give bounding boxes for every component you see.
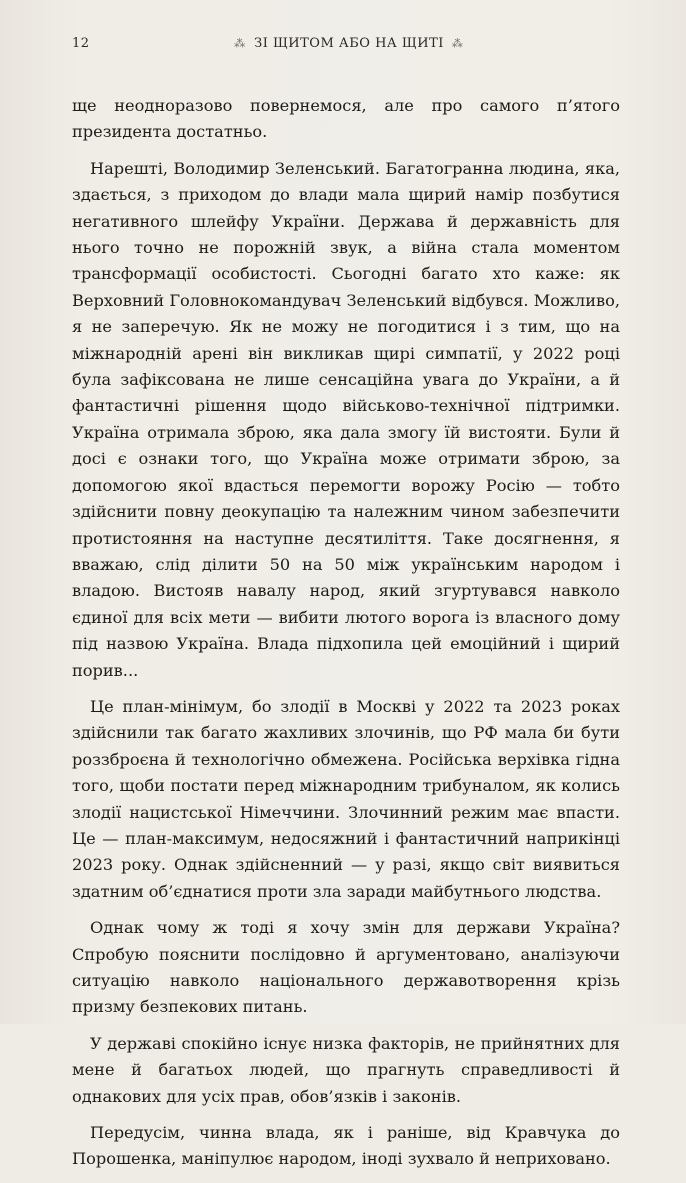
- running-head: [72, 36, 626, 51]
- paragraph: Однак чому ж тоді я хочу змін для держави Україна? Спробую пояснити послідовно й аргументовано, аналізуючи ситуацію навколо національного державотворення крізь призму безпекових питань.: [72, 918, 620, 1017]
- paragraph: Нарешті, Володимир Зеленський. Багатогранна людина, яка, здається, з приходом до влади мала щирий намір позбутися негативного шлейфу України. Держава й державність для нього точно не порожній звук, а війна стала моментом трансформації особистості. Сьогодні багато хто каже: як Верховний Головнокомандувач Зеленський відбувся. Можливо, я не заперечую. Як не можу не погодитися і з тим, що на міжнародній арені він викликав щирі симпатії, у 2022 році була зафіксована не лише сенсаційна увага до України, а й фантастичні рішення щодо військово-технічної підтримки. Україна отримала зброю, яка дала змогу їй вистояти. Були й досі є ознаки того, що Україна може отримати зброю, за допомогою якої вдасться перемогти ворожу Росію — тобто здійснити повну деокупацію та належним чином забезпечити протистояння на наступне десятиліття. Таке досягнення, я вважаю, слід ділити 50 на 50 між українським народом і владою. Вистояв навалу народ, який згуртувався навколо єдиної для всіх мети — вибити лютого ворога із власного дому під назвою Україна. Влада підхопила цей емоційний і щирий порив...: [72, 158, 621, 680]
- ornament-left-icon: ⁂: [234, 37, 247, 50]
- paragraph: У державі спокійно існує низка факторів, не прийнятних для мене й багатьох людей, що прагнуть справедливості й однакових для усіх прав, обов’язків і законів.: [72, 1033, 620, 1106]
- paragraph-continuation: ще неодноразово повернемося, але про самого п’ятого президента достатньо.: [72, 96, 620, 142]
- paragraph: Передусім, чинна влада, як і раніше, від Кравчука до Порошенка, маніпулює народом, іноді зухвало й неприховано.: [72, 1123, 620, 1169]
- running-title: ЗІ ЩИТОМ АБО НА ЩИТІ: [254, 36, 444, 51]
- ornament-right-icon: ⁂: [451, 37, 464, 50]
- body-text: [72, 93, 620, 1183]
- page-number: 12: [72, 36, 90, 51]
- page-header: [72, 36, 626, 56]
- paragraph: Це план-мінімум, бо злодії в Москві у 2022 та 2023 роках здійснили так багато жахливих злочинів, що РФ мала би бути роззброєна й технологічно обмежена. Російська верхівка гідна того, щоби постати перед міжнародним трибуналом, як колись злодії нацистської Німеччини. Злочинний режим має впасти. Це — план-максимум, недосяжний і фантастичний наприкінці 2023 року. Однак здійсненний — у разі, якщо світ виявиться здатним об’єднатися проти зла заради майбутнього людства.: [72, 696, 620, 901]
